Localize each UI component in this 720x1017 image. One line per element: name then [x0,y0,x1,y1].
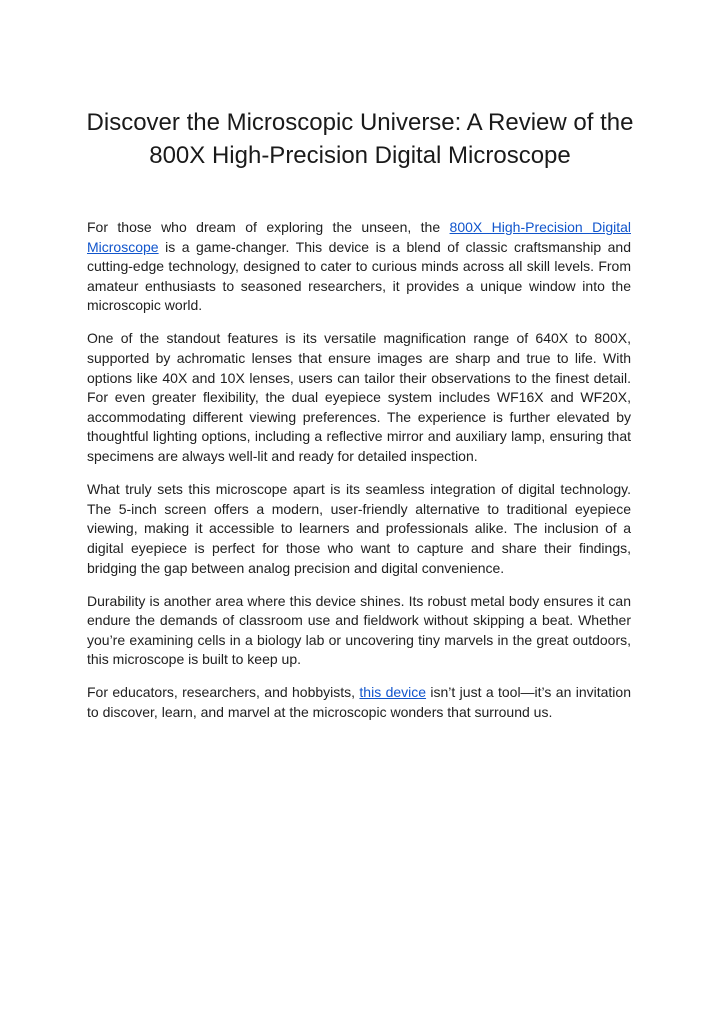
product-link[interactable]: 800X High-Precision Digital Microscope [87,219,631,255]
paragraph-durability: Durability is another area where this device shines. Its robust metal body ensures it can endure the demands of classroom use and fieldwork without skipping a beat. Whether you’re examining cells in a biology lab or uncovering tiny marvels in the great outdoors, this microscope is built to keep up. [87,592,631,668]
document-body [87,218,631,736]
paragraph-features: One of the standout features is its versatile magnification range of 640X to 800X, supported by achromatic lenses that ensure images are sharp and true to life. With options like 40X and 10X lenses, users can tailor their observations to the finest detail. For even greater flexibility, the dual eyepiece system includes WF16X and WF20X, accommodating different viewing preferences. The experience is further elevated by thoughtful lighting options, including a reflective mirror and auxiliary lamp, ensuring that specimens are always well-lit and ready for detailed inspection. [87,330,631,465]
paragraph-text: is a game-changer. This device is a blend of classic craftsmanship and cutting-edge technology, designed to cater to curious minds across all skill levels. From amateur enthusiasts to seasoned researchers, it provides a unique window into the microscopic world. [87,238,631,314]
paragraph-text: isn’t just a tool—it’s an invitation to discover, learn, and marvel at the microscopic wonders that surround us. [87,684,631,721]
paragraph-conclusion [87,683,631,722]
paragraph-intro [87,218,631,316]
paragraph-digital: What truly sets this microscope apart is its seamless integration of digital technology. The 5-inch screen offers a modern, user-friendly alternative to traditional eyepiece viewing, making it accessible to learners and professionals alike. The inclusion of a digital eyepiece is perfect for those who want to capture and share their findings, bridging the gap between analog precision and digital convenience. [87,481,631,576]
paragraph-text: For those who dream of exploring the unseen, the [87,219,450,235]
paragraph-text: For educators, researchers, and hobbyists, [87,684,360,701]
document-title: Discover the Microscopic Universe: A Review of the 800X High-Precision Digital Microscope [86,109,634,169]
device-link[interactable]: this device [359,684,427,701]
